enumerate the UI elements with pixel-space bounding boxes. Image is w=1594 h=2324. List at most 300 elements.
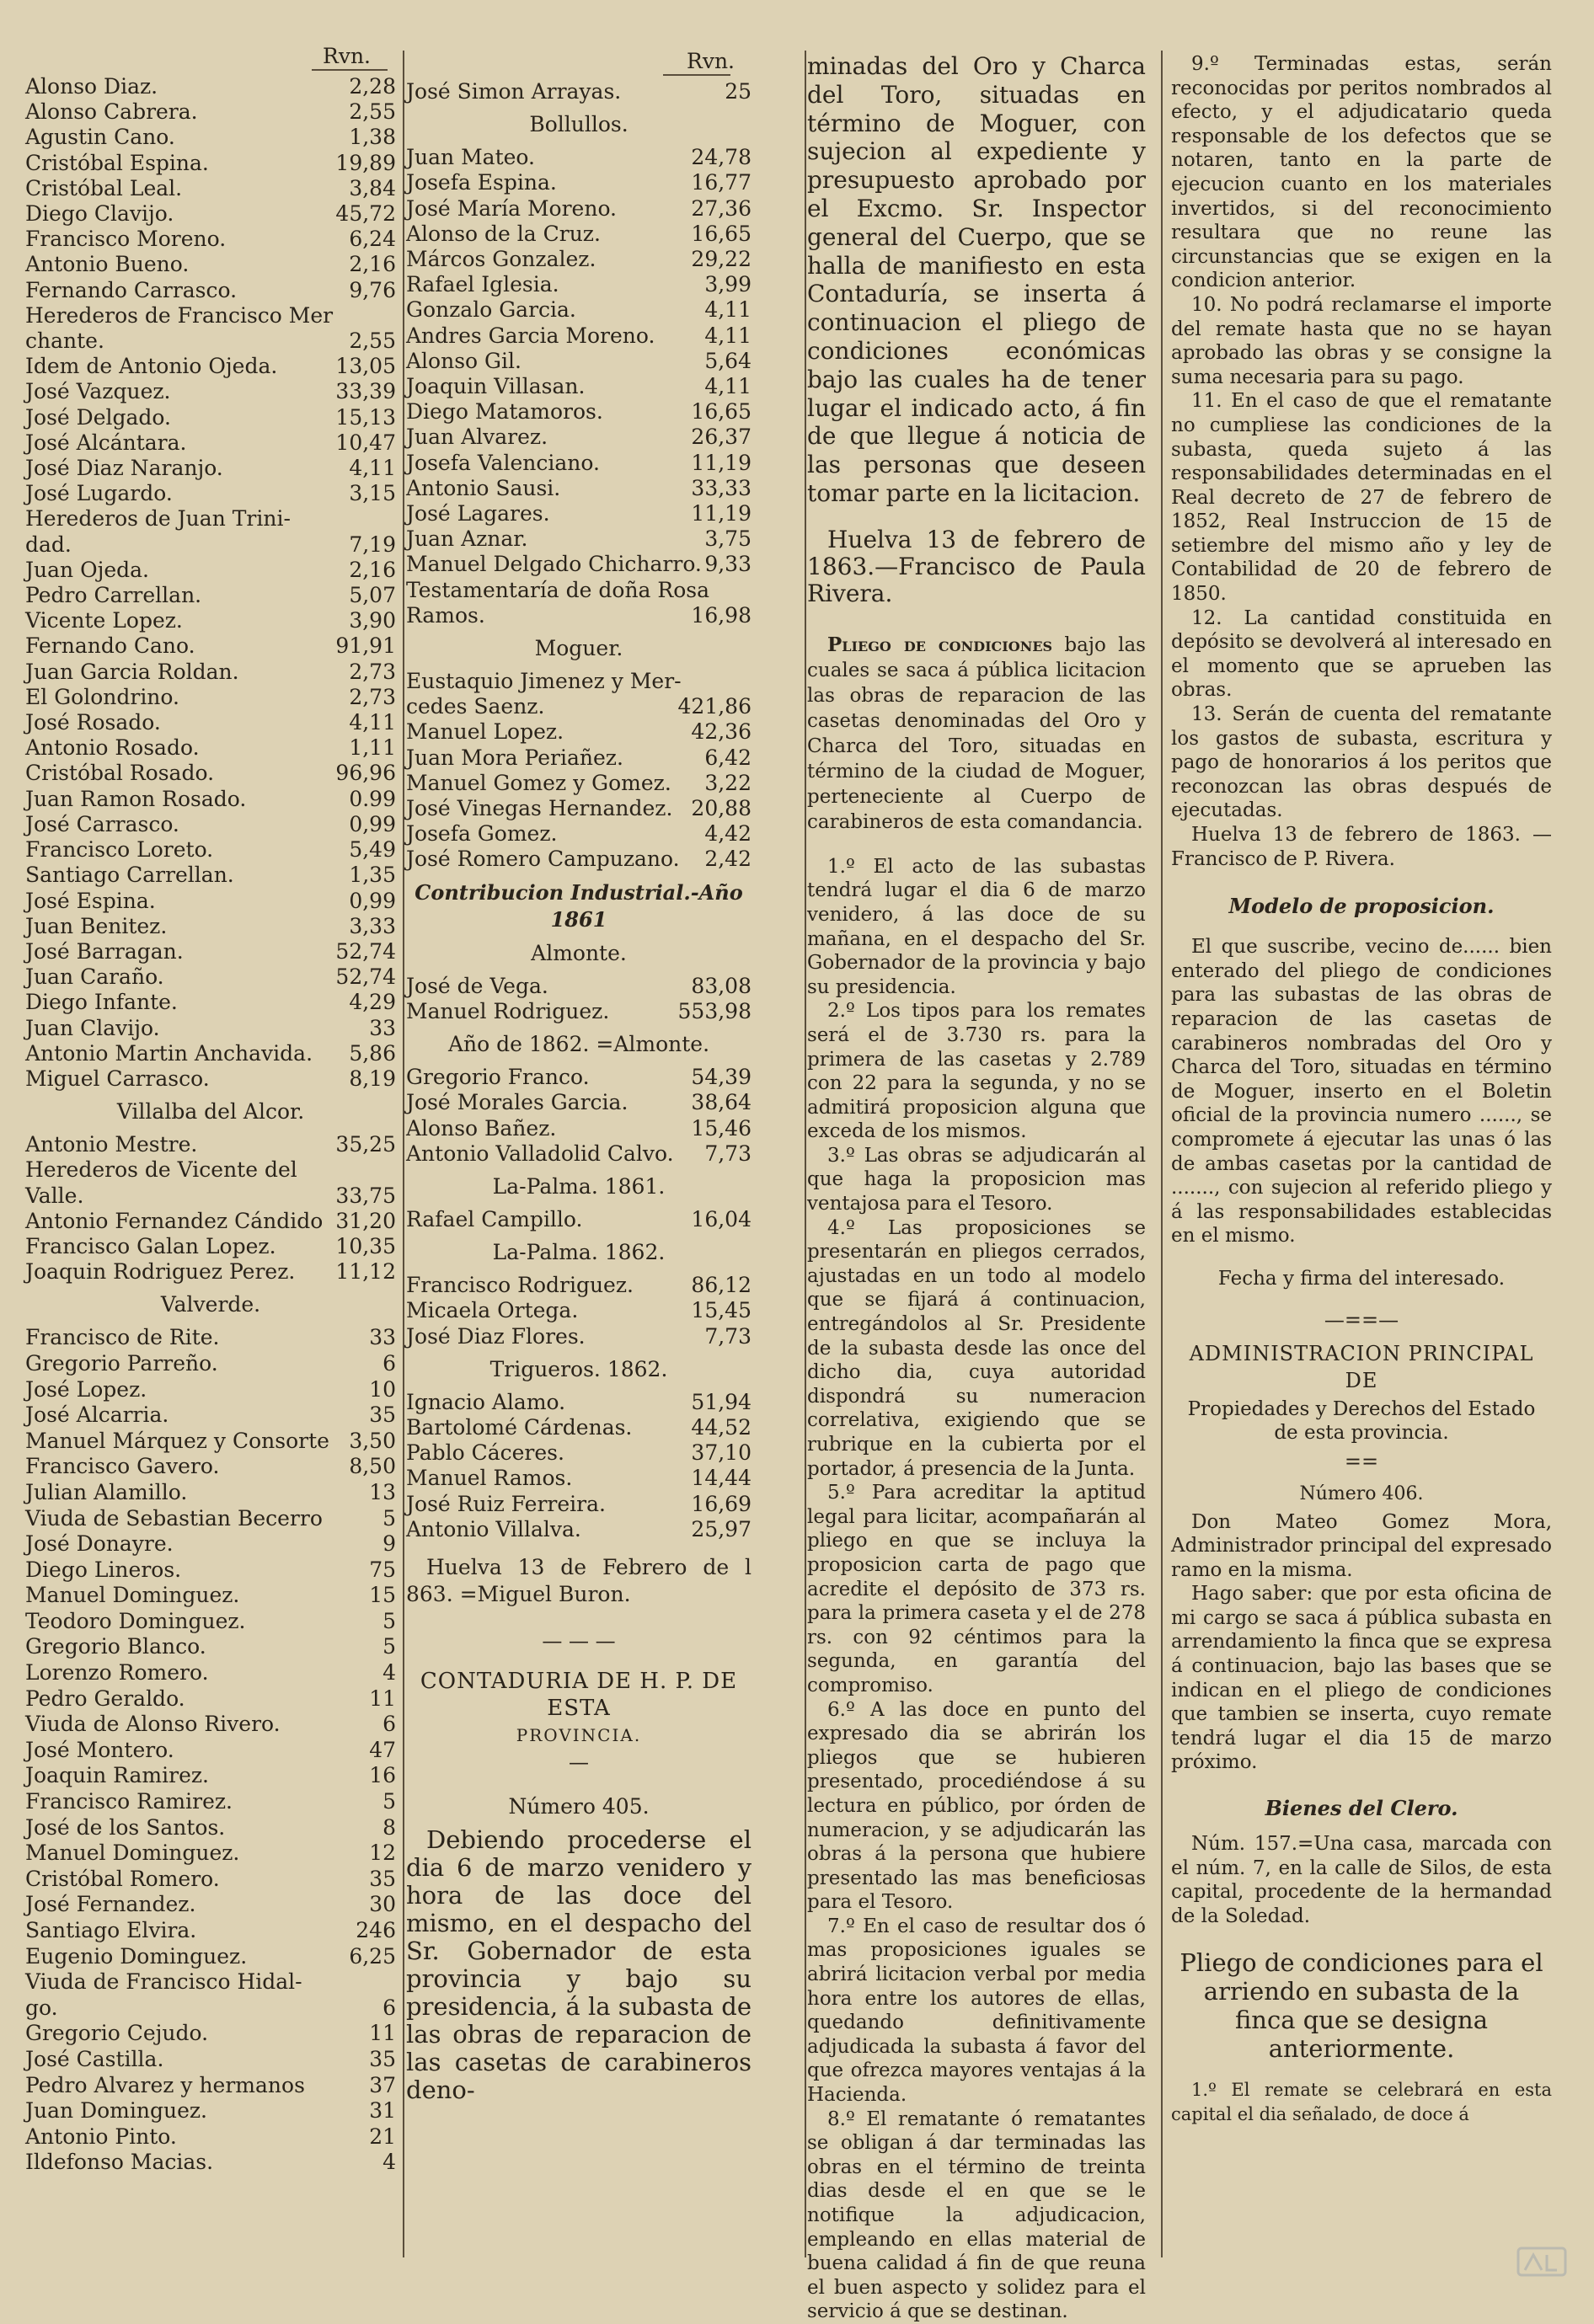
condition-item: 12. La cantidad constituida en depósito se devolverá al interesado en el momento que se aprueben las obras.: [1171, 606, 1552, 702]
contributor-name: Manuel Dominguez.: [25, 1583, 240, 1608]
section-title-lapalma-1862: La-Palma. 1862.: [492, 1240, 666, 1265]
contributor-name: José Rosado.: [25, 710, 161, 735]
contaduria-title: CONTADURIA DE H. P. DE ESTA: [420, 1669, 738, 1722]
pliego-arriendo-title: Pliego de condiciones para el arriendo en subasta de la finca que se designa anteriormente.: [1179, 1948, 1543, 2064]
list-item: [25, 354, 396, 379]
list-item: [25, 1234, 396, 1259]
amount-value: 5: [382, 1505, 396, 1531]
amount-value: 1,38: [349, 125, 396, 150]
list-item: [25, 125, 396, 150]
contributor-name: Josefa Valenciano.: [406, 450, 600, 475]
separator: ==: [1344, 1449, 1379, 1473]
list-item: [406, 999, 752, 1024]
contributor-name: Cristóbal Leal.: [25, 175, 183, 200]
list-item: [25, 1157, 396, 1183]
contributor-name: Francisco Ramirez.: [25, 1789, 233, 1814]
amount-value: 5,07: [349, 583, 396, 608]
contributor-name: Francisco Moreno.: [25, 227, 227, 252]
column-rule: [403, 51, 404, 2257]
list-item: [25, 660, 396, 685]
contributor-name: Gonzalo Garcia.: [406, 297, 576, 323]
contributor-name: José Romero Campuzano.: [406, 847, 680, 872]
amount-value: 9,33: [704, 552, 752, 577]
contributor-name: Agustin Cano.: [25, 125, 175, 150]
amount-value: 2,28: [349, 74, 396, 99]
amount-value: 75: [369, 1557, 396, 1582]
amount-value: 37: [369, 2072, 396, 2097]
list-item: [25, 583, 396, 608]
list-item: [25, 1918, 396, 1944]
list-item: [406, 1141, 752, 1167]
list-item: [25, 74, 396, 99]
contributor-name: José Vinegas Hernandez.: [406, 796, 673, 821]
list-item: [25, 964, 396, 990]
amount-value: 7,73: [704, 1141, 752, 1166]
list-item: [25, 1583, 396, 1609]
contributor-name: Bartolomé Cárdenas.: [406, 1414, 633, 1440]
contributor-name: Santiago Carrellan.: [25, 863, 234, 888]
contributor-name: José Lagares.: [406, 501, 550, 526]
fecha-firma: Fecha y firma del interesado.: [1217, 1267, 1506, 1290]
amount-value: 3,15: [349, 481, 396, 506]
list-item: [25, 405, 396, 430]
contributor-name: Manuel Ramos.: [406, 1466, 573, 1491]
body-paragraph: Debiendo procederse el dia 6 de marzo venidero y hora de las doce del mismo, en el despacho del Sr. Gobernador de esta provincia y bajo su presidencia, á la subasta de las obras de reparacion de las casetas de carabineros deno-: [406, 1825, 752, 2105]
amount-value: 6: [382, 1712, 396, 1737]
section-title-villalba: Villalba del Alcor.: [116, 1099, 305, 1125]
amount-value: 35: [369, 1866, 396, 1891]
contributor-name: Joaquin Rodriguez Perez.: [25, 1259, 296, 1285]
amount-value: 14,44: [691, 1466, 752, 1491]
condition-item: 8.º El rematante ó rematantes se obligan á dar terminadas las obras en el término de treinta dias desde el en que se le notifique la adjudicacion, empleando en ellas material de buena calidad á fin de que reuna el buen aspecto y solidez para el servicio á que se destinan.: [807, 2108, 1146, 2323]
list-item: [25, 2021, 396, 2047]
list-item: [25, 1480, 396, 1506]
amount-value: 0,99: [349, 811, 396, 836]
amount-value: 13: [369, 1479, 396, 1504]
amount-value: 8,50: [349, 1454, 396, 1479]
list-item: [406, 1390, 752, 1415]
amount-value: 5: [382, 1789, 396, 1814]
rvn-header: Rvn.: [687, 49, 735, 73]
list-item: [406, 745, 752, 771]
amount-value: 13,05: [335, 354, 396, 379]
list-item: [25, 227, 396, 252]
amount-value: 553,98: [677, 998, 752, 1023]
list-item: [406, 297, 752, 323]
condition-item: 10. No podrá reclamarse el importe del remate hasta que no se hayan aprobado las obras y se consigne la suma necesaria para su pago.: [1171, 293, 1552, 388]
list-item: [406, 1207, 752, 1232]
contributor-name: Manuel Dominguez.: [25, 1841, 240, 1866]
contributor-name: José María Moreno.: [406, 195, 617, 221]
amount-value: 9,76: [349, 277, 396, 302]
list-item: [406, 374, 752, 399]
modelo-title: Modelo de proposicion.: [1228, 894, 1495, 919]
list-item: [25, 1686, 396, 1712]
numero-405: Número 405.: [508, 1794, 650, 1819]
section-title-contribucion: Contribucion Industrial.-Año 1861: [415, 879, 743, 932]
amount-value: 8,19: [349, 1066, 396, 1091]
column-1: [25, 0, 396, 2300]
amount-value: 35,25: [335, 1132, 396, 1157]
contributor-name: Alonso Bañez.: [406, 1115, 557, 1141]
amount-value: 5,64: [704, 348, 752, 373]
amount-value: 11: [369, 2021, 396, 2046]
amount-value: 20,88: [691, 796, 752, 821]
amount-value: 33,39: [335, 379, 396, 404]
contributor-name: José Fernandez.: [25, 1892, 196, 1917]
amount-value: 54,39: [691, 1065, 752, 1090]
section-title-valverde: Valverde.: [160, 1292, 261, 1317]
last-condition: 1.º El remate se celebrará en esta capital el dia señalado, de doce á: [1171, 2080, 1552, 2124]
amount-value: 6,25: [349, 1943, 396, 1969]
amount-value: 15,13: [335, 404, 396, 430]
admin-subtitle: Propiedades y Derechos del Estado: [1187, 1397, 1536, 1420]
contributor-name: José Diaz Flores.: [406, 1323, 586, 1349]
list-item: [406, 222, 752, 247]
column-rule: [1161, 51, 1163, 2257]
amount-value: 3,22: [704, 770, 752, 795]
amount-value: 7,73: [704, 1323, 752, 1349]
list-item: [25, 735, 396, 761]
contributor-name: Antonio Villalva.: [406, 1516, 581, 1541]
signoff: Huelva 13 de Febrero de l 863. =Miguel Buron.: [406, 1554, 752, 1606]
list-item: [406, 196, 752, 222]
contributor-name: Manuel Lopez.: [406, 719, 564, 745]
section-title-moguer: Moguer.: [534, 636, 623, 661]
list-item: [25, 506, 396, 532]
list-item: [25, 2098, 396, 2124]
list-item: [406, 170, 752, 195]
amount-value: 4,11: [349, 710, 396, 735]
pliego-heading: Pliego de condiciones: [827, 633, 1053, 656]
contributor-name: Juan Ojeda.: [25, 557, 149, 582]
amount-value: 16,65: [691, 399, 752, 425]
list-item: [25, 1969, 396, 1995]
amount-value: 16,04: [691, 1206, 752, 1231]
intro-paragraph: minadas del Oro y Charca del Toro, situadas en término de Moguer, con sujecion al expediente y presupuesto aprobado por el Excmo. Sr. Inspector general del Cuerpo, que se halla de manifiesto en esta Contaduría, se inserta á continuacion el pliego de condiciones económicas bajo las cuales ha de tener lugar el indicado acto, á fin de que llegue á noticia de las personas que deseen tomar parte en la licitacion.: [807, 52, 1146, 507]
contributor-name: José Diaz Naranjo.: [25, 456, 223, 481]
list-item: [406, 1298, 752, 1323]
list-item: [406, 476, 752, 501]
contributor-name: Márcos Gonzalez.: [406, 247, 596, 272]
contributor-name: José Alcántara.: [25, 430, 187, 455]
list-item: [406, 79, 752, 104]
list-item: [25, 99, 396, 125]
list-item: [406, 1440, 752, 1466]
contributor-name: Viuda de Alonso Rivero.: [25, 1712, 281, 1737]
list-item: [25, 1454, 396, 1480]
contributor-list: [25, 1325, 396, 2176]
finca-paragraph: Núm. 157.=Una casa, marcada con el núm. 7, en la calle de Silos, de esta capital, procedente de la hermandad de la Soledad.: [1171, 1833, 1552, 1927]
list-item: [25, 1995, 396, 2022]
contributor-name: Testamentaría de doña Rosa: [406, 577, 710, 602]
list-item: [406, 1415, 752, 1440]
contributor-name: Ignacio Alamo.: [406, 1389, 566, 1414]
contributor-name: Alonso Gil.: [406, 348, 522, 373]
amount-value: 42,36: [691, 719, 752, 745]
amount-value: 45,72: [335, 201, 396, 227]
list-item: [25, 939, 396, 964]
amount-value: 12: [369, 1841, 396, 1866]
list-item: [25, 1016, 396, 1041]
list-item: [406, 1324, 752, 1349]
column-rule: [805, 51, 806, 2257]
list-item: [25, 379, 396, 404]
amount-value: 35: [369, 1402, 396, 1428]
list-item: [406, 1466, 752, 1491]
list-item: [406, 1273, 752, 1298]
contributor-name: Diego Matamoros.: [406, 399, 603, 425]
contributor-name: Vicente Lopez.: [25, 608, 183, 633]
contributor-name: Antonio Sausi.: [406, 475, 561, 500]
amount-value: 96,96: [335, 761, 396, 786]
contributor-name: José Carrasco.: [25, 811, 179, 836]
contributor-list: [25, 1132, 396, 1285]
list-item: [406, 669, 752, 694]
column-4: [1171, 0, 1552, 2300]
contributor-name: Herederos de Vicente del: [25, 1157, 297, 1183]
contributor-name: José de Vega.: [406, 973, 548, 998]
list-item: [406, 145, 752, 170]
contributor-name: Miguel Carrasco.: [25, 1066, 210, 1091]
contributor-name: Joaquin Villasan.: [406, 374, 586, 399]
amount-value: 16,77: [691, 170, 752, 195]
list-item: [406, 399, 752, 425]
list-item: [25, 685, 396, 710]
list-item: [25, 1066, 396, 1092]
section-title-almonte: Almonte.: [531, 940, 627, 965]
list-item: [25, 761, 396, 786]
amount-value: 33: [369, 1325, 396, 1350]
contributor-name: Herederos de Juan Trini-: [25, 506, 291, 532]
list-item: [406, 451, 752, 476]
contributor-name: Pedro Carrellan.: [25, 583, 202, 608]
contributor-name: Idem de Antonio Ojeda.: [25, 354, 278, 379]
contributor-name: Francisco Galan Lopez.: [25, 1233, 276, 1258]
contributor-name: Juan Dominguez.: [25, 2098, 207, 2124]
condition-item: 11. En el caso de que el rematante no cumpliese las condiciones de la subasta, queda sujeto á las responsabilidades determinadas en el Real decreto de 27 de febrero de 1852, Real Instruccion de 15 de setiembre del mismo año y ley de Contabilidad de 20 de febrero de 1850.: [1171, 390, 1552, 606]
separator: — — —: [542, 1629, 616, 1654]
amount-value: 1,11: [349, 735, 396, 761]
contributor-list: [406, 974, 752, 1024]
contributor-name: dad.: [25, 532, 72, 557]
contributor-name: Pedro Alvarez y hermanos: [25, 2072, 305, 2097]
contributor-name: José Lugardo.: [25, 481, 173, 506]
list-item: [25, 2124, 396, 2150]
condition-item: 7.º En el caso de resultar dos ó mas proposiciones iguales se abrirá licitacion verbal por media hora entre los autores de ellas, quedando definitivamente adjudicada la subasta á favor del que ofrezca mayores ventajas á la Hacienda.: [807, 1915, 1146, 2107]
list-item: [25, 2150, 396, 2176]
contributor-name: Juan Aznar.: [406, 526, 528, 552]
amount-value: 7,19: [349, 532, 396, 557]
contributor-name: José Donayre.: [25, 1531, 174, 1557]
divider: [663, 74, 730, 76]
contributor-name: José Barragan.: [25, 938, 184, 964]
amount-value: 4: [382, 1660, 396, 1686]
list-item: [406, 552, 752, 577]
amount-value: 2,16: [349, 252, 396, 277]
amount-value: 6: [382, 1350, 396, 1376]
amount-value: 33: [369, 1015, 396, 1040]
contributor-name: Alonso Cabrera.: [25, 99, 198, 125]
list-item: [25, 303, 396, 329]
condition-item: 4.º Las proposiciones se presentarán en pliegos cerrados, ajustadas en un todo al modelo que se fijará á continuacion, entregándolos al Sr. Presidente de la subasta desde las once del dicho dia, cuya autoridad dispondrá su numeracion correlativa, exigiendo que se rubrique en la cubierta por el portador, á presencia de la Junta.: [807, 1216, 1146, 1480]
contributor-name: Antonio Rosado.: [25, 735, 200, 761]
modelo-text: El que suscribe, vecino de...... bien enterado del pliego de condiciones para las subastas de las obras de reparacion de las casetas de carabineros nombradas del Oro y Charca del Toro, situadas en término de Moguer, inserto en el Boletin oficial de la provincia numero ......, se compromete á ejecutar las unas ó las de ambas casetas por la cantidad de ......., con sujecion al referido pliego y á las responsabilidades establecidas en el mismo.: [1171, 936, 1552, 1247]
list-item: [25, 532, 396, 558]
contributor-name: Antonio Bueno.: [25, 252, 190, 277]
amount-value: 2,55: [349, 329, 396, 354]
list-item: [406, 349, 752, 374]
bienes-title: Bienes del Clero.: [1265, 1796, 1458, 1821]
conditions-list: [1171, 52, 1552, 823]
contributor-name: Viuda de Francisco Hidal-: [25, 1969, 302, 1995]
contributor-name: José de los Santos.: [25, 1814, 226, 1840]
list-item: [25, 710, 396, 735]
list-item: [25, 278, 396, 303]
amount-value: 10: [369, 1376, 396, 1402]
amount-value: 33,75: [335, 1183, 396, 1208]
contributor-name: José Vazquez.: [25, 379, 171, 404]
list-item: [406, 247, 752, 272]
list-item: [25, 2047, 396, 2073]
list-item: [406, 771, 752, 796]
contributor-name: Francisco Loreto.: [25, 837, 214, 863]
contributor-name: José Simon Arrayas.: [406, 79, 622, 104]
amount-value: 246: [356, 1918, 396, 1942]
amount-value: 31,20: [335, 1208, 396, 1233]
list-item: [25, 1557, 396, 1584]
contributor-list: [406, 1207, 752, 1232]
list-item: [406, 501, 752, 526]
amount-value: 3,75: [704, 526, 752, 552]
condition-item: 5.º Para acreditar la aptitud legal para licitar, acompañarán al pliego en que se incluya la proposicion carta de pago que acredite el depósito de 373 rs. para la primera caseta y el de 278 rs. con 92 céntimos para la segunda, en garantía del compromiso.: [807, 1482, 1146, 1696]
contributor-name: Antonio Valladolid Calvo.: [406, 1141, 674, 1166]
list-item: [406, 1492, 752, 1517]
amount-value: 15,46: [691, 1115, 752, 1141]
section-title-bollullos: Bollullos.: [529, 112, 629, 137]
contributor-name: Gregorio Franco.: [406, 1065, 590, 1090]
amount-value: 0,99: [349, 888, 396, 913]
list-item: [25, 252, 396, 277]
contributor-name: Juan Clavijo.: [25, 1015, 160, 1040]
amount-value: 3,50: [349, 1428, 396, 1453]
contributor-name: Diego Infante.: [25, 990, 178, 1015]
list-item: [25, 1041, 396, 1066]
contributor-name: Julian Alamillo.: [25, 1479, 188, 1504]
date-line: Huelva 13 de febrero de 1863. —Francisco de P. Rivera.: [1171, 824, 1552, 870]
contributor-name: Gregorio Cejudo.: [25, 2021, 209, 2046]
list-item: [25, 1132, 396, 1157]
amount-value: 5: [382, 1608, 396, 1633]
contributor-list: [406, 79, 752, 104]
contributor-name: Francisco de Rite.: [25, 1325, 220, 1350]
amount-value: 5,86: [349, 1040, 396, 1066]
list-item: [25, 608, 396, 633]
contributor-name: Juan Caraño.: [25, 964, 164, 990]
list-item: [25, 1183, 396, 1209]
contributor-name: Antonio Martin Anchavida.: [25, 1040, 313, 1066]
list-item: [25, 990, 396, 1015]
contributor-name: Lorenzo Romero.: [25, 1660, 209, 1686]
contributor-name: Antonio Pinto.: [25, 2124, 177, 2149]
list-item: [25, 1712, 396, 1738]
list-item: [25, 176, 396, 201]
amount-value: 2,16: [349, 557, 396, 582]
amount-value: 2,73: [349, 684, 396, 709]
contributor-name: Francisco Rodriguez.: [406, 1273, 634, 1298]
list-item: [25, 1402, 396, 1429]
contributor-name: Fernando Carrasco.: [25, 277, 238, 302]
list-item: [25, 456, 396, 481]
amount-value: 4,11: [704, 323, 752, 348]
contributor-name: cedes Saenz.: [406, 694, 545, 719]
list-item: [25, 837, 396, 863]
list-item: [25, 812, 396, 837]
amount-value: 51,94: [691, 1389, 752, 1414]
contributor-name: Juan Alvarez.: [406, 425, 548, 450]
section-title-lapalma-1861: La-Palma. 1861.: [492, 1173, 666, 1199]
contributor-name: Diego Lineros.: [25, 1557, 182, 1582]
list-item: [406, 272, 752, 297]
list-item: [25, 1209, 396, 1234]
amount-value: 52,74: [335, 964, 396, 990]
contributor-name: Cristóbal Rosado.: [25, 761, 215, 786]
contributor-list: [406, 1390, 752, 1542]
list-item: [25, 863, 396, 888]
don-paragraph: Don Mateo Gomez Mora, Administrador principal del expresado ramo en la misma.: [1171, 1510, 1552, 1581]
list-item: [406, 578, 752, 603]
contributor-name: Josefa Gomez.: [406, 821, 558, 847]
list-item: [25, 1841, 396, 1867]
list-item: [25, 1377, 396, 1403]
list-item: [406, 526, 752, 552]
list-item: [406, 323, 752, 349]
list-item: [25, 1815, 396, 1841]
amount-value: 15,45: [691, 1298, 752, 1323]
contributor-name: Juan Benitez.: [25, 913, 168, 938]
list-item: [25, 1892, 396, 1918]
contributor-name: Rafael Campillo.: [406, 1206, 583, 1231]
column-3: [807, 0, 1146, 2323]
list-item: [25, 1944, 396, 1970]
list-item: [25, 329, 396, 354]
amount-value: 30: [369, 1892, 396, 1917]
hago-paragraph: Hago saber: que por esta oficina de mi cargo se saca á pública subasta en arrendamiento la finca que se expresa á continuacion, bajo las bases que se indican en el pliego de condiciones que tambien se inserta, cuyo remate tendrá lugar el dia 15 de marzo próximo.: [1171, 1583, 1552, 1774]
contributor-name: Joaquin Ramirez.: [25, 1763, 209, 1788]
contributor-name: Juan Garcia Roldan.: [25, 659, 239, 684]
amount-value: 26,37: [691, 425, 752, 450]
amount-value: 25,97: [691, 1516, 752, 1541]
contributor-name: Antonio Mestre.: [25, 1132, 198, 1157]
contributor-name: Cristóbal Romero.: [25, 1866, 220, 1891]
contributor-name: José Montero.: [25, 1737, 174, 1762]
list-item: [25, 1738, 396, 1764]
amount-value: 8: [382, 1814, 396, 1840]
contributor-name: Micaela Ortega.: [406, 1298, 579, 1323]
contributor-name: Manuel Gomez y Gomez.: [406, 770, 671, 795]
contributor-name: José Morales Garcia.: [406, 1090, 629, 1115]
conditions-list: [807, 855, 1146, 2324]
amount-value: 11,19: [691, 450, 752, 475]
contributor-name: Fernando Cano.: [25, 633, 195, 659]
contributor-list: [406, 1273, 752, 1349]
amount-value: 421,86: [677, 694, 752, 719]
list-item: [25, 1763, 396, 1789]
list-item: [406, 974, 752, 999]
amount-value: 29,22: [691, 247, 752, 272]
amount-value: 91,91: [335, 633, 396, 659]
list-item: [25, 1351, 396, 1377]
